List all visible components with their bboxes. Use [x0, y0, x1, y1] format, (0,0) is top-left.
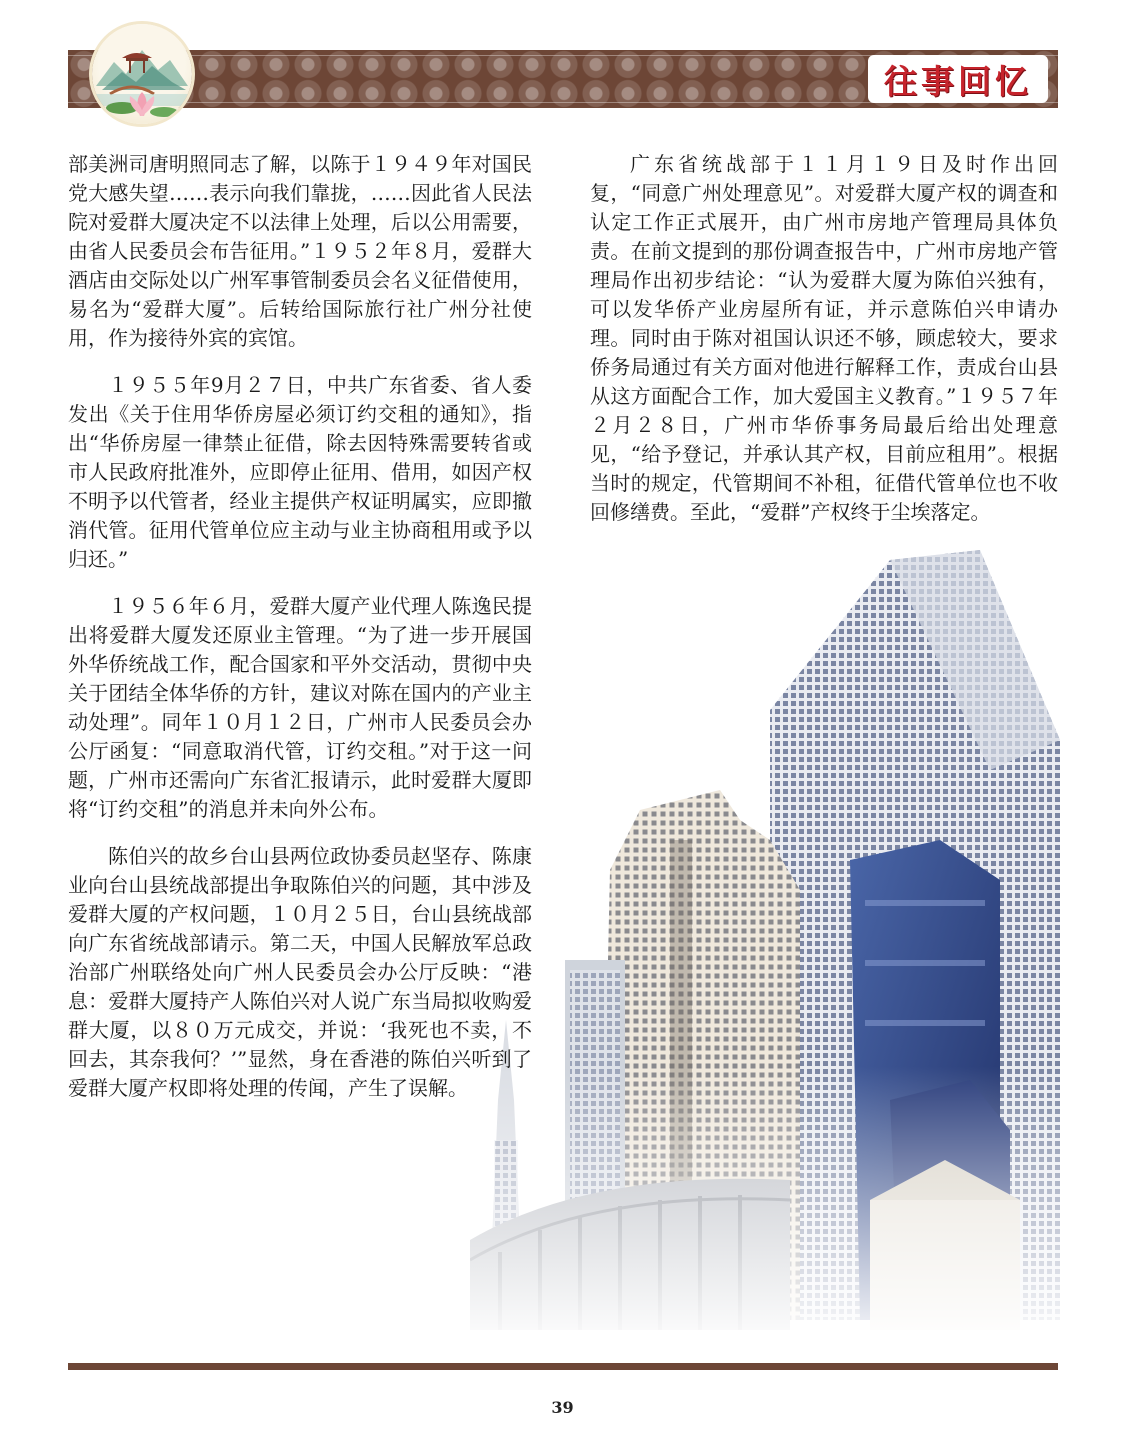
paragraph: 广东省统战部于１１月１９日及时作出回复，“同意广州处理意见”。对爱群大厦产权的调查和认定工作正式展开，由广州市房地产管理局具体负责。在前文提到的那份调查报告中，广州市房地产管理局作出初步结论：“认为爱群大厦为陈伯兴独有，可以发华侨产业房屋所有证，并示意陈伯兴申请办理。同时由于陈对祖国认识还不够，顾虑较大，要求侨务局通过有关方面对他进行解释工作，责成台山县从这方面配合工作，加大爱国主义教育。”１９５７年２月２８日，广州市华侨事务局最后给出处理意见，“给予登记，并承认其产权，目前应租用”。根据当时的规定，代管期间不补租，征借代管单位也不收回修缮费。至此，“爱群”产权终于尘埃落定。 — [590, 152, 1058, 524]
paragraph: 陈伯兴的故乡台山县两位政协委员赵坚存、陈康业向台山县统战部提出争取陈伯兴的问题，其中涉及爱群大厦的产权问题，１０月２５日，台山县统战部向广东省统战部请示。第二天，中国人民解放军总政治部广州联络处向广州人民委员会办公厅反映：“港息：爱群大厦持产人陈伯兴对人说广东当局拟收购爱群大厦，以８０万元成交，并说：‘我死也不卖，不回去，其奈我何？’”显然，身在香港的陈伯兴听到了爱群大厦产权即将处理的传闻，产生了误解。 — [68, 844, 532, 1100]
right-text-column — [590, 150, 1058, 545]
skyscraper-illustration — [470, 540, 1060, 1350]
pavilion-lotus-icon — [92, 24, 192, 124]
paragraph: １９５６年６月，爱群大厦产业代理人陈逸民提出将爱群大厦发还原业主管理。“为了进一步开展国外华侨统战工作，配合国家和平外交活动，贯彻中央关于团结全体华侨的方针，建议对陈在国内的产业主动处理”。同年１０月１２日，广州市人民委员会办公厅函复：“同意取消代管，订约交租。”对于这一问题，广州市还需向广东省汇报请示，此时爱群大厦即将“订约交租”的消息并未向外公布。 — [68, 594, 532, 821]
page-number: 39 — [551, 1398, 574, 1417]
left-text-column — [68, 150, 532, 1121]
paragraph: 部美洲司唐明照同志了解，以陈于１９４９年对国民党大感失望……表示向我们靠拢，……因此省人民法院对爱群大厦决定不以法律上处理，后以公用需要，由省人民委员会布告征用。”１９５２年８月，爱群大酒店由交际处以广州军事管制委员会名义征借使用，易名为“爱群大厦”。后转给国际旅行社广州分社使用，作为接待外宾的宾馆。 — [68, 152, 532, 350]
pavilion-lotus-emblem — [92, 24, 192, 124]
footer-rule — [68, 1363, 1058, 1370]
section-title-badge: 往事回忆 — [868, 55, 1048, 103]
paragraph: １９５５年9月２７日，中共广东省委、省人委发出《关于住用华侨房屋必须订约交租的通知》，指出“华侨房屋一律禁止征借，除去因特殊需要转省或市人民政府批准外，应即停止征用、借用，如因产权不明予以代管者，经业主提供产权证明属实，应即撤消代管。征用代管单位应主动与业主协商租用或予以归还。” — [68, 373, 532, 571]
